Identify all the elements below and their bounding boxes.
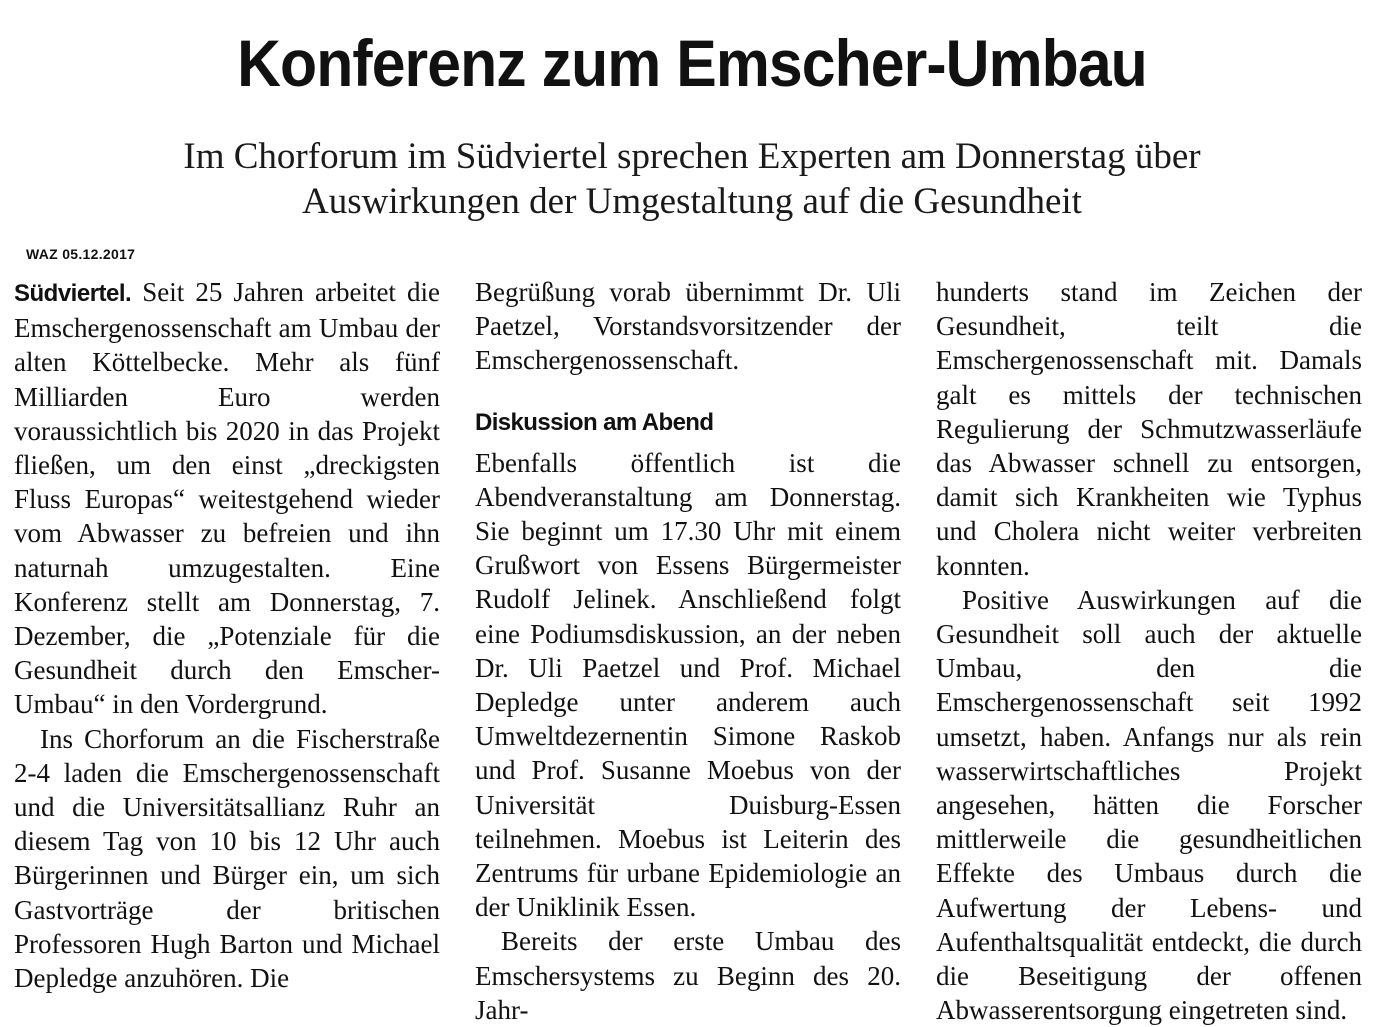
subheadline-line-1: Im Chorforum im Südviertel sprechen Experten am Donnerstag über: [183, 136, 1201, 177]
subheadline-line-2: Auswirkungen der Umgestaltung auf die Gesundheit: [302, 181, 1082, 222]
section-subheading: Diskussion am Abend: [475, 408, 714, 436]
paragraph: Begrüßung vorab übernimmt Dr. Uli Paetzel, Vorstandsvorsitzender der Emschergenossenschaft.: [475, 277, 901, 376]
article-column-1: [14, 275, 440, 995]
article-column-3: [936, 275, 1362, 1027]
paragraph: Positive Auswirkungen auf die Gesundheit soll auch der aktuelle Umbau, den die Emschergenossenschaft seit 1992 umsetzt, haben. Anfangs nur als rein wasserwirtschaftliches Projekt angesehen, hätten die Forscher mittlerweile die gesundheitlichen Effekte des Umbaus durch die Aufwertung der Lebens- und Aufenthaltsqualität entdeckt, die durch die Beseitigung der offenen Abwasserentsorgung eingetreten sind.: [936, 584, 1362, 1026]
source-label: WAZ 05.12.2017: [26, 246, 136, 262]
paragraph: hunderts stand im Zeichen der Gesundheit, teilt die Emschergenossenschaft mit. Damals galt es mittels der technischen Regulierung der Schmutzwasserläufe das Abwasser schnell zu entsorgen, damit sich Krankheiten wie Typhus und Cholera nicht weiter verbreiten konnten.: [936, 277, 1362, 581]
article-column-2: [475, 275, 901, 1027]
article-headline: Konferenz zum Emscher-Umbau: [237, 26, 1147, 100]
paragraph: Bereits der erste Umbau des Emschersystems zu Beginn des 20. Jahr-: [475, 926, 901, 1025]
article-subheadline: [0, 134, 1384, 224]
paragraph-text: Seit 25 Jahren arbeitet die Emschergenossenschaft am Umbau der alten Köttelbecke. Mehr als fünf Milliarden Euro werden voraussichtlich bis 2020 in das Projekt fließen, um den einst „dreckigsten Fluss Europas“ weitestgehend wieder vom Abwasser zu befreien und ihn naturnah umzugestalten. Eine Konferenz stellt am Donnerstag, 7. Dezember, die „Potenziale für die Gesundheit durch den Emscher-Umbau“ in den Vordergrund.: [14, 277, 440, 720]
dateline: Südviertel.: [14, 280, 132, 307]
paragraph: [14, 275, 440, 722]
paragraph: Ins Chorforum an die Fischerstraße 2-4 laden die Emschergenossenschaft und die Universitätsallianz Ruhr an diesem Tag von 10 bis 12 Uhr auch Bürgerinnen und Bürger ein, um sich Gastvorträge der britischen Professoren Hugh Barton und Michael Depledge anzuhören. Die: [14, 723, 440, 994]
paragraph: Ebenfalls öffentlich ist die Abendveranstaltung am Donnerstag. Sie beginnt um 17.30 Uhr mit einem Grußwort von Essens Bürgermeister Rudolf Jelinek. Anschließend folgt eine Podiumsdiskussion, an der neben Dr. Uli Paetzel und Prof. Michael Depledge unter anderem auch Umweltdezernentin Simone Raskob und Prof. Susanne Moebus von der Universität Duisburg-Essen teilnehmen. Moebus ist Leiterin des Zentrums für urbane Epidemiologie an der Uniklinik Essen.: [475, 447, 901, 923]
